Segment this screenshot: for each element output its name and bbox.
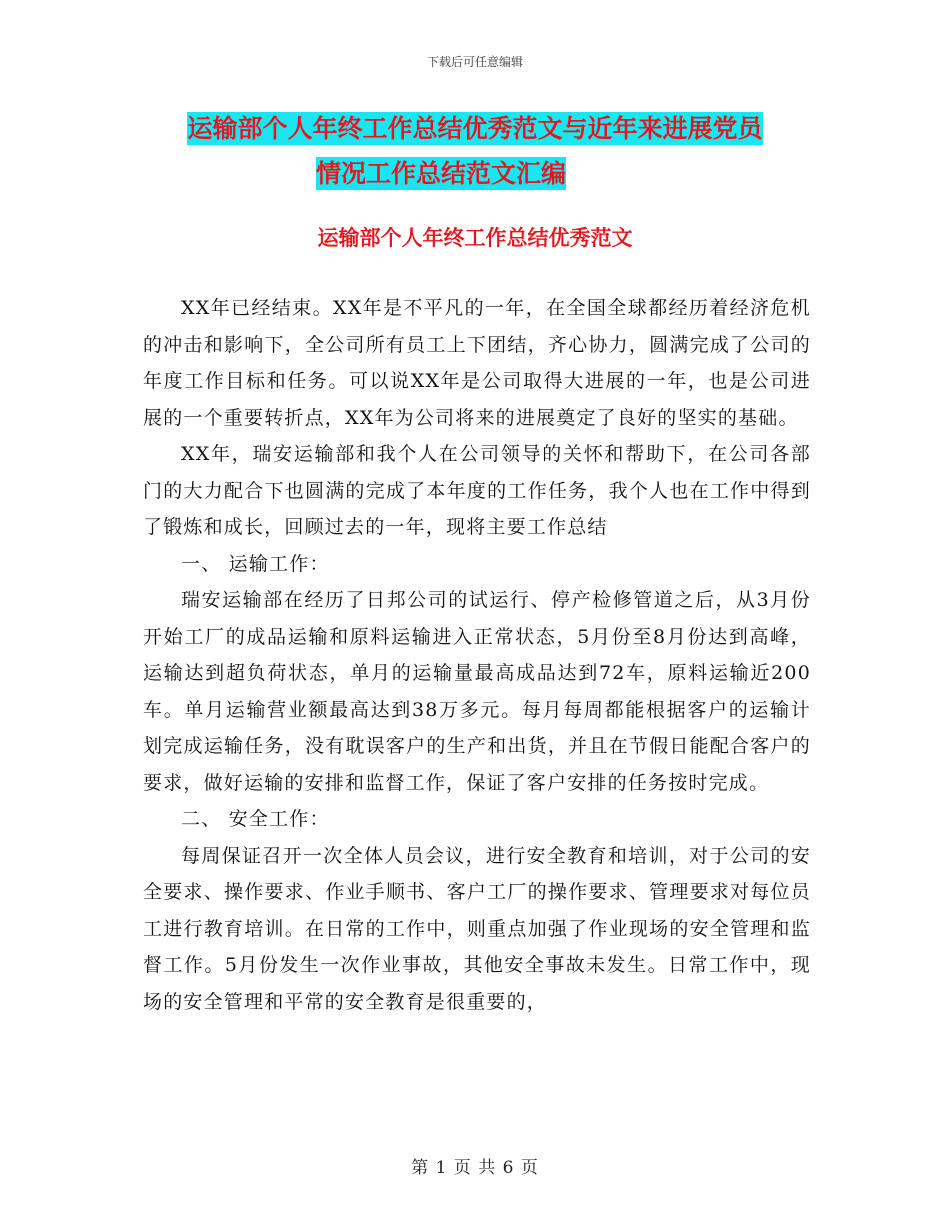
header-note: 下载后可任意编辑 bbox=[426, 55, 523, 69]
paragraph: 瑞安运输部在经历了日邦公司的试运行、停产检修管道之后，从3月份开始工厂的成品运输和原料运输进入正常状态，5月份至8月份达到高峰，运输达到超负荷状态，单月的运输量最高成品达到72车，原料运输近200车。单月运输营业额最高达到38万多元。每月每周都能根据客户的运输计划完成运输任务，没有耽误客户的生产和出货，并且在节假日能配合客户的要求，做好运输的安排和监督工作，保证了客户安排的任务按时完成。 bbox=[143, 589, 811, 794]
page-footer: 第 1 页 共 6 页 bbox=[411, 1158, 539, 1178]
section-heading: 二、 安全工作： bbox=[181, 808, 330, 830]
document-title-line-1 bbox=[0, 112, 950, 146]
section-heading: 一、 运输工作： bbox=[181, 552, 330, 575]
paragraph: XX年，瑞安运输部和我个人在公司领导的关怀和帮助下，在公司各部门的大力配合下也圆满的完成了本年度的工作任务，我个人也在工作中得到了锻炼和成长，回顾过去的一年，现将主要工作总结 bbox=[143, 443, 811, 538]
paragraph: XX年已经结束。XX年是不平凡的一年，在全国全球都经历着经济危机的冲击和影响下，全公司所有员工上下团结，齐心协力，圆满完成了公司的年度工作目标和任务。可以说XX年是公司取得大进展的一年，也是公司进展的一个重要转折点，XX年为公司将来的进展奠定了良好的坚实的基础。 bbox=[143, 297, 811, 429]
paragraph: 每周保证召开一次全体人员会议，进行安全教育和培训，对于公司的安全要求、操作要求、作业手顺书、客户工厂的操作要求、管理要求对每位员工进行教育培训。在日常的工作中，则重点加强了作业现场的安全管理和监督工作。5月份发生一次作业事故，其他安全事故未发生。日常工作中，现场的安全管理和平常的安全教育是很重要的， bbox=[143, 844, 811, 1013]
title-highlight-1: 运输部个人年终工作总结优秀范文与近年来进展党员 bbox=[187, 114, 763, 143]
document-title-line-2 bbox=[0, 157, 916, 191]
body-text bbox=[143, 290, 811, 1020]
title-highlight-2: 情况工作总结范文汇编 bbox=[315, 159, 566, 188]
section-subtitle: 运输部个人年终工作总结优秀范文 bbox=[317, 226, 633, 250]
